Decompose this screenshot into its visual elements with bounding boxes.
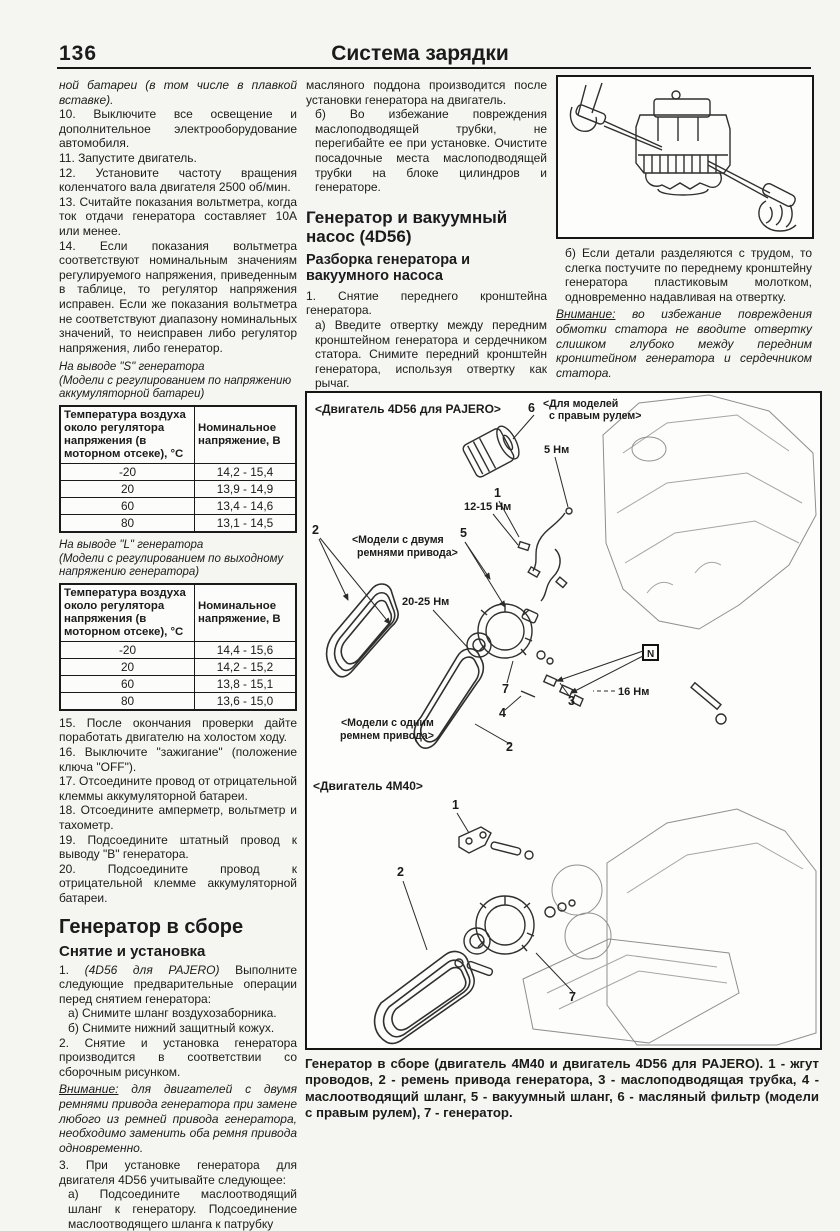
paragraph-continuation: ной батареи (в том числе в плавкой вставке). <box>59 78 297 107</box>
engine-block-4m40-drawing <box>523 809 816 1045</box>
subsection-disassembly: Разборка генератора и вакуумного насоса <box>306 251 471 285</box>
engine-4m40-label: <Двигатель 4М40> <box>313 779 423 793</box>
step-1-number: 1. <box>59 962 85 977</box>
cell-temp: 60 <box>60 498 195 515</box>
step-1-text: Выполните следующие предварительные операции перед снятием генератора: <box>59 962 297 1006</box>
attention-label: Внимание: <box>556 307 616 322</box>
step-12: 12. Установите частоту вращения коленчатого вала двигателя 2500 об/мин. <box>59 165 297 195</box>
torque-5nm-label: 5 Нм <box>544 444 570 456</box>
attention-text: для двигателей с двумя ремнями привода генератора при замене любого из ремней привода генератора, необходимо заменить оба ремня привода одновременно. <box>59 1082 297 1155</box>
two-belt-label-line2: ремнями привода> <box>357 547 458 559</box>
alternator-upper-drawing <box>467 604 553 664</box>
step-20: 20. Подсоедините провод к отрицательной клемме аккумуляторной батареи. <box>59 861 297 905</box>
generator-assembly-diagram <box>305 391 822 1050</box>
section-title-generator-assembly: Генератор в сборе <box>59 915 244 938</box>
table-l-caption-line2: (Модели с регулированием по выходному напряжению генератора) <box>59 552 284 579</box>
table-header-temp: Температура воздуха около регулятора напряжения (в моторном отсеке), °С <box>60 584 195 642</box>
step-b-tap-bracket: б) Если детали разделяются с трудом, то слегка постучите по переднему кронштейну генератора пластиковым молотком, одновременно надавливая на отвертку. <box>565 246 812 304</box>
screwdriver-left-icon <box>575 104 662 150</box>
step-1-bracket-removal: 1. Снятие переднего кронштейна генератора. <box>306 288 547 318</box>
table-row <box>60 584 296 642</box>
cell-voltage: 14,2 - 15,4 <box>195 464 296 481</box>
voltage-table-l <box>59 583 297 711</box>
step-13: 13. Считайте показания вольтметра, когда ток отдачи генератора составляет 10А или менее. <box>59 194 297 238</box>
step-1 <box>59 963 297 1007</box>
part-number-7: 7 <box>502 682 509 696</box>
one-belt-label-line1: <Модели с одним <box>341 717 434 729</box>
cell-voltage: 14,2 - 15,2 <box>195 658 296 675</box>
rhd-label-line2: с правым рулем> <box>549 410 642 422</box>
harness-bracket-drawing <box>459 827 533 859</box>
pry-bracket-illustration <box>556 75 814 239</box>
cell-temp: 20 <box>60 658 195 675</box>
exploded-view-drawing <box>307 393 820 1048</box>
cell-temp: -20 <box>60 464 195 481</box>
one-belt-label-line2: ремнем привода> <box>340 730 434 742</box>
voltage-table-s <box>59 405 297 533</box>
cell-voltage: 14,4 - 15,6 <box>195 641 296 658</box>
attention-note-stator <box>556 307 812 380</box>
left-column <box>59 78 297 1231</box>
section-title-generator-vacuum-pump: Генератор и вакуумный насос (4D56) <box>306 207 508 247</box>
table-row <box>60 675 296 692</box>
page-title: Система зарядки <box>331 42 509 65</box>
paragraph-oil-tube-warning: б) Во избежание повреждения маслоподводящей трубки, не перегибайте ее при установке. Очистите посадочные места маслоподводящей трубки на блоке цилиндров и генераторе. <box>315 107 547 195</box>
table-l-caption <box>59 539 297 580</box>
part-number-2: 2 <box>312 523 319 537</box>
part-number-1b: 1 <box>452 798 459 812</box>
step-10: 10. Выключите все освещение и дополнительное электрооборудование автомобиля. <box>59 107 297 151</box>
part-number-1: 1 <box>494 486 501 500</box>
cell-voltage: 13,8 - 15,1 <box>195 675 296 692</box>
table-header-voltage: Номинальное напряжение, В <box>195 406 296 464</box>
paragraph-oil-pan: масляного поддона производится после установки генератора на двигатель. <box>306 78 547 107</box>
screwdriver-right-icon <box>708 161 797 208</box>
table-row <box>60 498 296 515</box>
drive-belt-4m40-drawing <box>375 952 475 1044</box>
part-number-6: 6 <box>528 401 535 415</box>
middle-column <box>306 78 547 391</box>
step-16: 16. Выключите "зажигание" (положение ключа "OFF"). <box>59 745 297 774</box>
alternator-pry-drawing <box>558 77 808 233</box>
table-row <box>60 481 296 498</box>
table-l-caption-line1: На выводе "L" генератора <box>59 539 204 552</box>
table-header-temp: Температура воздуха около регулятора напряжения (в моторном отсеке), °С <box>60 406 195 464</box>
table-row <box>60 641 296 658</box>
step-3a: а) Подсоедините маслоотводящий шланг к генератору. Подсоединение маслоотводящего шланга к патрубку <box>68 1187 297 1231</box>
table-row <box>60 464 296 481</box>
page-number: 136 <box>59 42 98 65</box>
torque-20-25nm-label: 20-25 Нм <box>402 596 450 608</box>
table-row <box>60 658 296 675</box>
engine-block-4d56-drawing <box>603 395 816 629</box>
table-row <box>60 692 296 710</box>
step-15: 15. После окончания проверки дайте поработать двигателю на холостом ходу. <box>59 715 297 745</box>
alternator-lower-drawing <box>455 896 575 976</box>
part-number-2b: 2 <box>506 740 513 754</box>
attention-label: Внимание: <box>59 1082 119 1097</box>
vacuum-hose-drawing <box>518 508 572 601</box>
table-s-caption <box>59 361 297 402</box>
cell-voltage: 13,1 - 14,5 <box>195 515 296 533</box>
step-1b: б) Снимите нижний защитный кожух. <box>68 1020 275 1035</box>
cell-temp: 80 <box>60 692 195 710</box>
step-1a: а) Снимите шланг воздухозаборника. <box>68 1006 277 1021</box>
subsection-removal-installation: Снятие и установка <box>59 942 206 960</box>
step-11: 11. Запустите двигатель. <box>59 150 197 165</box>
step-19: 19. Подсоедините штатный провод к выводу "B" генератора. <box>59 832 297 862</box>
step-17: 17. Отсоедините провод от отрицательной клеммы аккумуляторной батареи. <box>59 774 297 803</box>
engine-4d56-label: <Двигатель 4D56 для PAJERO> <box>315 402 501 416</box>
step-3: 3. При установке генератора для двигателя 4D56 учитывайте следующее: <box>59 1158 297 1187</box>
two-belt-label-line1: <Модели с двумя <box>352 534 444 546</box>
cell-temp: 60 <box>60 675 195 692</box>
n-marker-label: N <box>647 649 655 660</box>
torque-12-15nm-label: 12-15 Нм <box>464 501 512 513</box>
step-2: 2. Снятие и установка генератора производится в соответствии со сборочным рисунком. <box>59 1035 297 1079</box>
table-row <box>60 515 296 533</box>
alternator-body-drawing <box>636 91 730 195</box>
step-18: 18. Отсоедините амперметр, вольтметр и тахометр. <box>59 803 297 832</box>
part-number-2c: 2 <box>397 865 404 879</box>
attention-note <box>59 1082 297 1155</box>
part-number-5: 5 <box>460 526 467 540</box>
hand-right-outline <box>759 201 796 231</box>
cell-temp: 20 <box>60 481 195 498</box>
step-1a-screwdriver: а) Введите отвертку между передним кронштейном генератора и сердечником статора. Снимите передний кронштейн генератора, используя отвертку как рычаг. <box>315 317 547 391</box>
step-14: 14. Если показания вольтметра соответствуют номинальным значениям регулируемого напряжения, приведенным в таблице, то регулятор напряжения исправен. Если же показания вольтметра не соответствуют диапазону номинальных значений, то неисправен либо регулятор напряжения, либо генератор. <box>59 238 297 355</box>
table-s-caption-line1: На выводе "S" генератора <box>59 361 205 374</box>
table-row <box>60 406 296 464</box>
table-header-voltage: Номинальное напряжение, В <box>195 584 296 642</box>
header-rule <box>57 67 811 69</box>
cell-voltage: 13,9 - 14,9 <box>195 481 296 498</box>
oil-filter-drawing <box>461 423 523 479</box>
step-1-model: (4D56 для PAJERO) <box>84 962 220 977</box>
part-number-7b: 7 <box>569 990 576 1004</box>
cell-temp: 80 <box>60 515 195 533</box>
cell-temp: -20 <box>60 641 195 658</box>
torque-16nm-label: 16 Нм <box>618 686 650 698</box>
part-number-4: 4 <box>499 706 506 720</box>
cell-voltage: 13,6 - 15,0 <box>195 692 296 710</box>
cell-voltage: 13,4 - 14,6 <box>195 498 296 515</box>
stud-bolt-drawing <box>691 683 726 724</box>
rhd-label-line1: <Для моделей <box>543 398 619 410</box>
figure-caption: Генератор в сборе (двигатель 4М40 и двигатель 4D56 для PAJERO). 1 - жгут проводов, 2 - ремень привода генератора, 3 - маслоподводящая трубка, 4 - маслоотводящий шланг, 5 - вакуумный шланг, 6 - масляный фильтр (модели с правым рулем), 7 - генератор. <box>305 1056 819 1121</box>
right-column <box>556 246 812 383</box>
attention-text: во избежание повреждения обмотки статора не вводите отвертку слишком глубоко между передним кронштейном генератора и сердечником статора. <box>556 307 812 380</box>
table-s-caption-line2: (Модели с регулированием по напряжению аккумуляторной батареи) <box>59 374 292 401</box>
drive-belts-double-drawing <box>327 584 399 677</box>
part-number-3: 3 <box>568 694 575 708</box>
